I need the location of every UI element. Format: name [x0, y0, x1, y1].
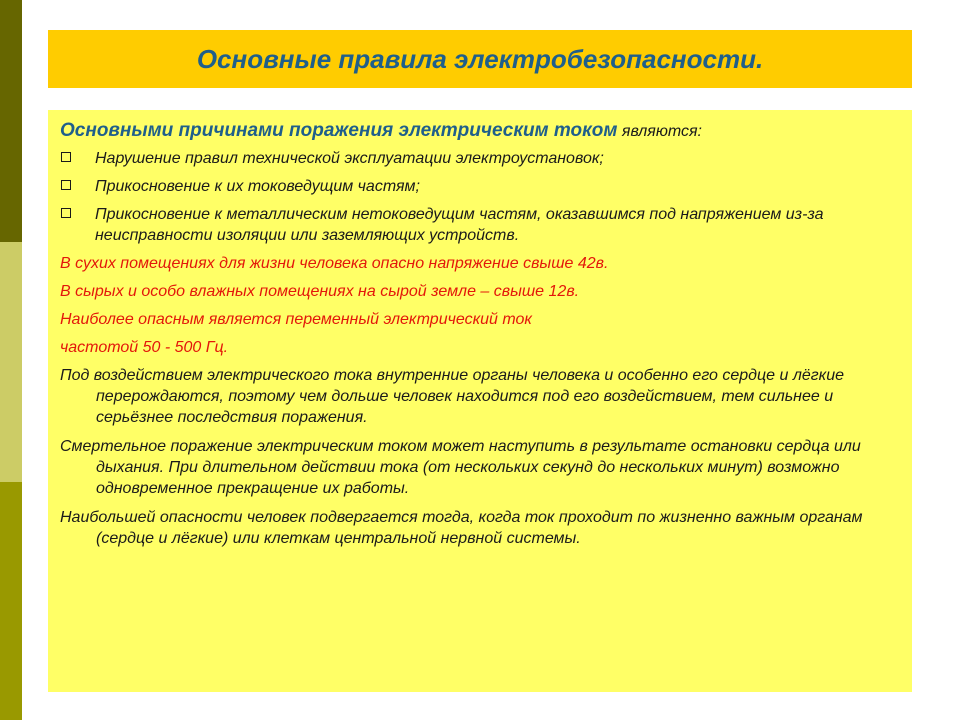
- heading-line: [60, 120, 900, 142]
- greatest-danger-paragraph: Наибольшей опасности человек подвергается тогда, когда ток проходит по жизненно важным органам (сердце и лёгкие) или клеткам центральной нервной системы.: [60, 509, 863, 547]
- list-item-text: Прикосновение к их токоведущим частям;: [95, 178, 420, 195]
- list-item: [60, 204, 900, 246]
- square-bullet-icon: [61, 180, 71, 190]
- slide-title: Основные правила электробезопасности.: [196, 43, 764, 74]
- list-item: [60, 176, 900, 197]
- fatal-injury-paragraph: Смертельное поражение электрическим током может наступить в результате остановки сердца или дыхания. При длительном действии тока (от нескольких секунд до нескольких минут) возможно одновременное прекращение их работы.: [60, 438, 861, 497]
- side-strip-olive: [0, 482, 22, 720]
- square-bullet-icon: [61, 152, 71, 162]
- frequency-line: частотой 50 - 500 Гц.: [60, 339, 229, 356]
- square-bullet-icon: [61, 208, 71, 218]
- causes-heading: Основными причинами поражения электрическим током: [60, 120, 618, 141]
- side-strip-dark: [0, 0, 22, 242]
- list-item: [60, 148, 900, 169]
- wet-room-voltage: В сырых и особо влажных помещениях на сырой земле – свыше 12в.: [60, 283, 580, 300]
- content-panel: [48, 110, 912, 692]
- causes-list: [60, 148, 900, 246]
- list-item-text: Нарушение правил технической эксплуатации электроустановок;: [95, 150, 604, 167]
- causes-heading-tail: являются:: [621, 123, 702, 140]
- side-strip-light: [0, 242, 22, 482]
- list-item-text: Прикосновение к металлическим нетоковедущим частям, оказавшимся под напряжением из-за неисправности изоляции или заземляющих устройств.: [95, 206, 824, 244]
- ac-danger-line: Наиболее опасным является переменный электрический ток: [60, 311, 532, 328]
- dry-room-voltage: В сухих помещениях для жизни человека опасно напряжение свыше 42в.: [60, 255, 609, 272]
- title-bar: [48, 30, 912, 88]
- effects-paragraph: Под воздействием электрического тока внутренние органы человека и особенно его сердце и лёгкие перерождаются, поэтому чем дольше человек находится под его воздействием, тем сильнее и серьёзнее последствия поражения.: [60, 367, 845, 426]
